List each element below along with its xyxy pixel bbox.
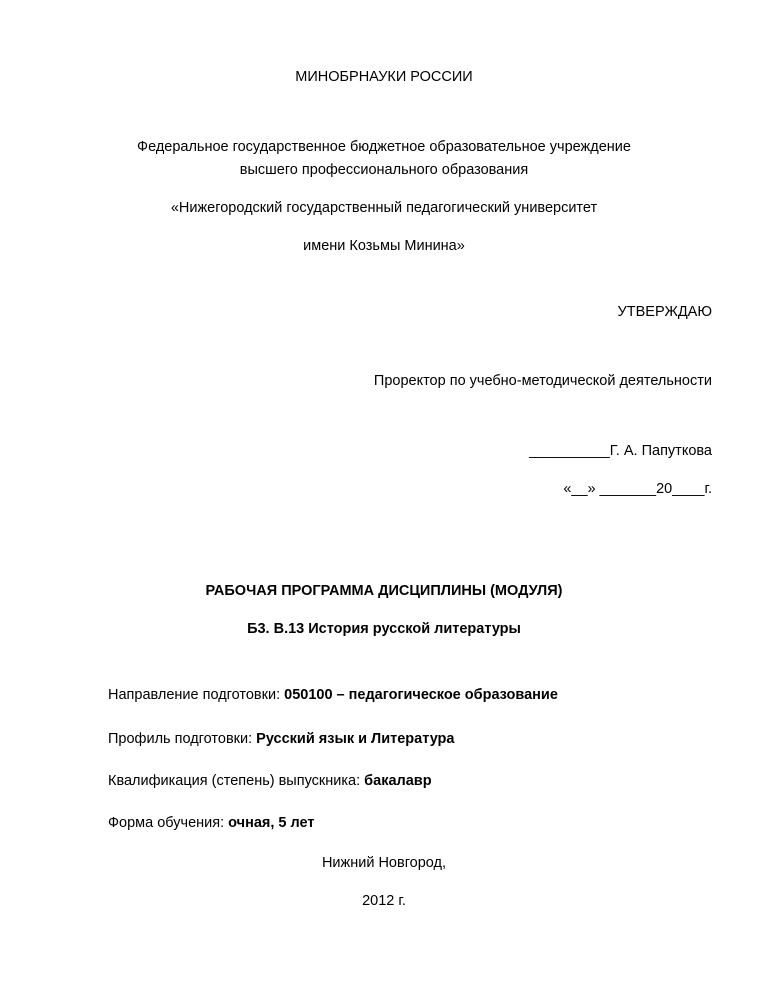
study-form-label: Форма обучения: bbox=[108, 815, 229, 831]
direction-label: Направление подготовки: bbox=[108, 687, 285, 703]
discipline-name: Б3. В.13 История русской литературы bbox=[247, 621, 521, 637]
document-title: РАБОЧАЯ ПРОГРАММА ДИСЦИПЛИНЫ (МОДУЛЯ) bbox=[205, 583, 563, 599]
direction-value: 050100 – педагогическое образование bbox=[284, 687, 558, 703]
institution-line-2: высшего профессионального образования bbox=[239, 162, 529, 178]
approver-signature: __________Г. А. Папуткова bbox=[529, 443, 712, 459]
institution-line-1: Федеральное государственное бюджетное образовательное учреждение bbox=[137, 139, 631, 155]
profile-value: Русский язык и Литература bbox=[256, 731, 455, 747]
approver-position: Проректор по учебно-методической деятельности bbox=[373, 373, 712, 389]
study-form-row bbox=[108, 814, 315, 832]
university-line-1: «Нижегородский государственный педагогический университет bbox=[170, 200, 598, 216]
qualification-value: бакалавр bbox=[364, 773, 432, 789]
direction-row bbox=[108, 686, 558, 704]
profile-label: Профиль подготовки: bbox=[108, 731, 257, 747]
qualification-label: Квалификация (степень) выпускника: bbox=[108, 773, 365, 789]
study-form-value: очная, 5 лет bbox=[228, 815, 315, 831]
qualification-row bbox=[108, 772, 432, 790]
year: 2012 г. bbox=[362, 893, 406, 909]
profile-row bbox=[108, 730, 454, 748]
university-line-2: имени Козьмы Минина» bbox=[303, 238, 465, 254]
city: Нижний Новгород, bbox=[321, 855, 447, 871]
approval-heading: УТВЕРЖДАЮ bbox=[617, 304, 712, 320]
ministry-name: МИНОБРНАУКИ РОССИИ bbox=[295, 69, 473, 85]
approval-date: «__» _______20____г. bbox=[563, 481, 712, 497]
